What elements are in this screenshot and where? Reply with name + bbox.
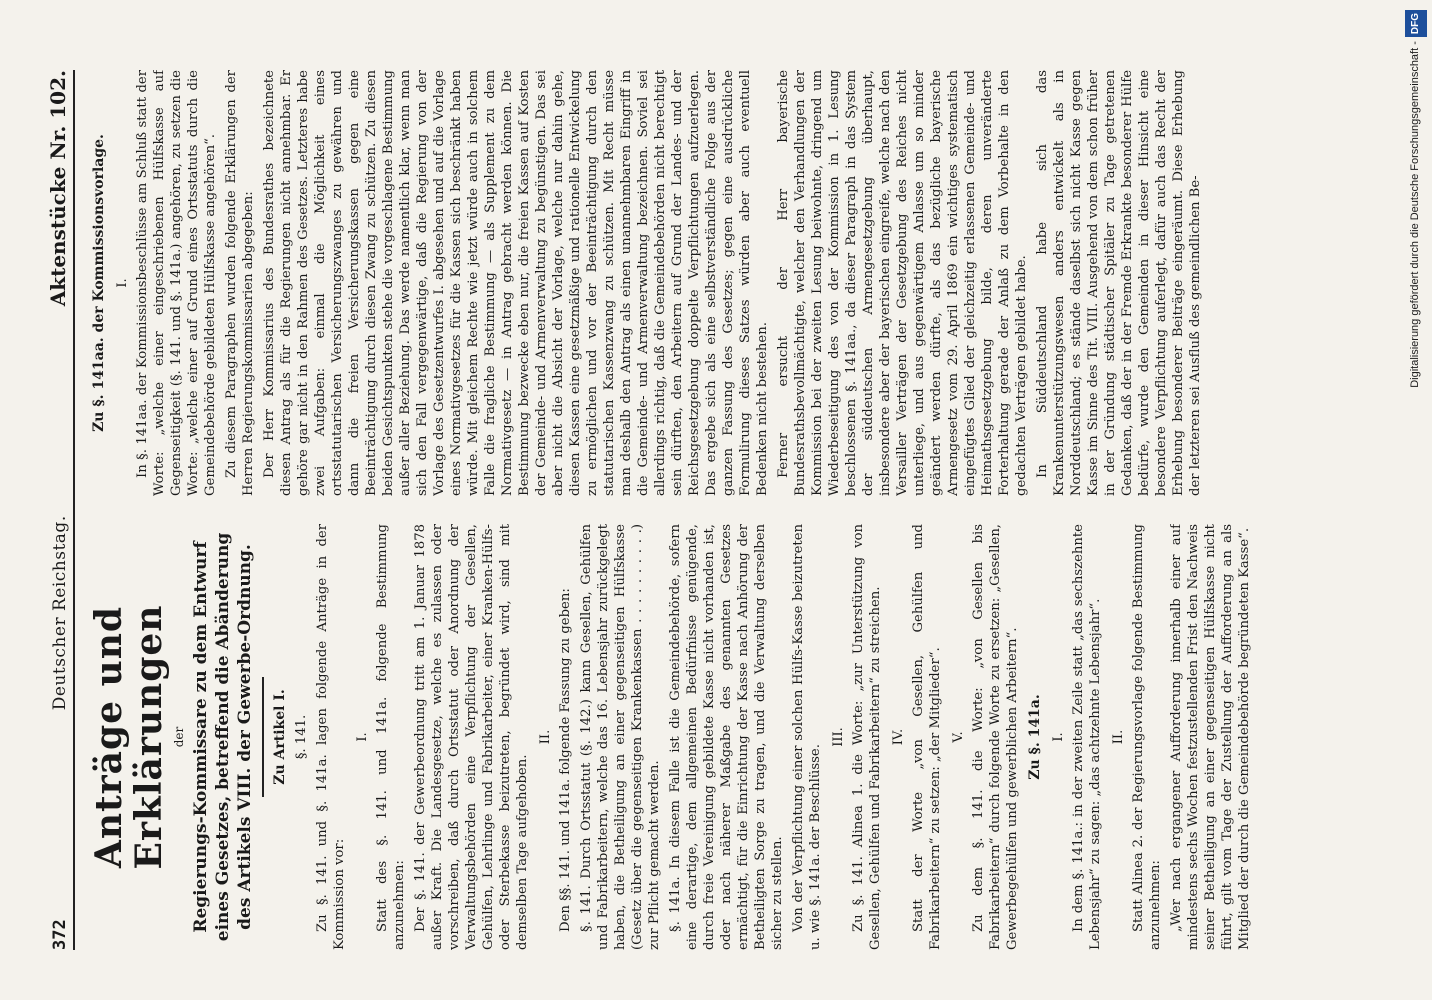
roman-numeral: III.: [831, 727, 846, 747]
page-title: Anträge und Erklärungen: [88, 604, 170, 870]
title-der: der: [172, 726, 186, 748]
text-paragraph: Statt des §. 141. und 141a. folgende Bestimmung anzunehmen:: [375, 524, 407, 950]
text-paragraph: Den §§. 141. und 141a. folgende Fassung zu geben:: [558, 588, 573, 932]
roman-numeral: IV.: [891, 728, 906, 746]
page-number: 372: [50, 919, 70, 950]
page-subtitle: Regierungs-Kommissare zu dem Entwurf eines Gesetzes, betreffend die Abänderung des Artikels VIII. der Gewerbe-Ordnung.: [191, 532, 255, 942]
text-paragraph: In §. 141aa. der Kommissionsbeschlüsse am Schluß statt der Worte: „welche einer eingeschriebenen Hülfskasse auf Gegenseitigkeit (§. 141. und §. 141a.) angehören, zu setzen die Worte: „welche einer auf Grund eines Ortsstatuts durch die Gemeindebehörde gebildeten Hülfskasse angehören“.: [135, 70, 218, 496]
document-number: [46, 70, 70, 307]
text-paragraph: Ferner ersucht der Herr bayerische Bundesrathsbevollmächtigte, welcher den Verhandlungen der Kommission bei der zweiten Lesung beiwohnte, dringend um Wiederbeseitigung des von der Kommission in 1. Lesung beschlossenen §. 141aa., da dieser Paragraph in das System der süddeutschen Armengesetzgebung überhaupt, insbesondere aber der bayerischen eingreife, welche nach den Versailler Verträgen der Gesetzgebung des Reiches nicht unterliege, und aus gegenwärtigem Anlasse um so minder geändert werden dürfte, als das bezügliche bayerische Armengesetz vom 29. April 1869 ein wichtiges systematisch eingefügtes Glied der gleichzeitig erlassenen Gemeinde- und Heimathsgesetzgebung bilde, deren unveränderte Forterhaltung gerade der Anlaß zu dem Vorbehalte in den gedachten Verträgen gebildet habe.: [776, 70, 1029, 496]
text-paragraph: Statt Alinea 2. der Regierungsvorlage folgende Bestimmung anzunehmen:: [1131, 524, 1163, 950]
text-paragraph: „Wer nach ergangener Aufforderung innerhalb einer auf mindestens sechs Wochen festzustellenden Frist den Nachweis seiner Betheiligung an einer gegenseitigen Hülfskasse nicht führt, gilt vom Tage der Zustellung der Aufforderung an als Mitglied der durch die Gemeindebehörde begründeten Kasse“.: [1169, 524, 1252, 950]
text-paragraph: Statt der Worte „von Gesellen, Gehülfen und Fabrikarbeitern“ zu setzen: „der Mitglieder“.: [911, 524, 943, 950]
text-paragraph: Zu dem §. 141. die Worte: „von Gesellen bis Fabrikarbeitern“ durch folgende Worte zu ersetzen: „Gesellen, Gewerbegehülfen und gewerblichen Arbeitern“.: [971, 524, 1020, 950]
roman-numeral: I.: [355, 732, 370, 742]
section-heading: Zu Artikel I.: [272, 689, 288, 785]
roman-numeral: I.: [115, 278, 130, 288]
text-paragraph: In Süddeutschland habe sich das Krankenunterstützungswesen anders entwickelt als in Norddeutschland; es stände daselbst sich nicht Kasse gegen Kasse im Sinne des Tit. VIII. Ausgehend von dem schon früher in der Gründung städtischer Spitäler zu Tage getretenen Gedanken, daß der in der Fremde Erkrankte besonderer Hülfe bedürfe, wurde den Gemeinden in dieser Hinsicht eine besondere Verpflichtung auferlegt, dafür auch das Recht der Erhebung besonderer Beiträge eingeräumt. Diese Erhebung der letzteren sei Ausfluß des gemeindlichen Be-: [1035, 70, 1203, 496]
text-paragraph: Zu §. 141. und §. 141a. lagen folgende Anträge in der Kommission vor:: [315, 524, 347, 950]
text-paragraph: In dem §. 141a.: in der zweiten Zeile statt „das sechszehnte Lebensjahr“ zu sagen: „das achtzehnte Lebensjahr“.: [1071, 524, 1103, 950]
stamp-text: Digitalisierung gefördert durch die Deutsche Forschungsgemeinschaft -: [1409, 41, 1421, 388]
aktenstueck-label: Aktenstücke Nr. 102.: [46, 70, 70, 307]
text-paragraph: Der Herr Kommissarius des Bundesrathes bezeichnete diesen Antrag als für die Regierungen nicht annehmbar. Er gehöre gar nicht in den Rahmen des Gesetzes. Letzteres habe zwei Aufgaben: einmal die Möglichkeit eines ortsstatutarischen Versicherungszwanges zu gewähren und dann die freien Versicherungskassen gegen eine Beeinträchtigung durch diesen Zwang zu schützen. Zu diesen beiden Gesichtspunkten stehe die vorgeschlagene Bestimmung außer aller Beziehung. Das werde namentlich klar, wenn man sich den Fall vergegenwärtige, daß die Regierung von der Vorlage des Gesetzentwurfes I. abgesehen und auf die Vorlage eines Normativgesetzes für die Kassen sich beschränkt haben würde. Mit gleichem Rechte wie jetzt würde auch in solchem Falle die fragliche Bestimmung — als Supplement zu dem Normativgesetz — in Antrag gebracht werden können. Die Bestimmung bezwecke eben nur, die freien Kassen auf Kosten der Gemeinde- und Armenverwaltung zu begünstigen. Das sei aber nicht die Absicht der Vorlage, welche nur dahin gehe, diesen Kassen eine gesetzmäßige und rationelle Entwickelung zu ermöglichen und vor der Beeinträchtigung durch den statutarischen Kassenzwang zu schützen. Mit Recht müsse man deshalb den Antrag als einen unannehmbaren Eingriff in die Gemeinde- und Armenverwaltung bezeichnen. Soviel sei allerdings richtig, daß die Gemeindebehörden nicht berechtigt sein dürften, den Arbeitern auf Grund der Landes- und der Reichsgesetzgebung doppelte Verpflichtungen aufzuerlegen. Das ergebe sich als eine selbstverständliche Folge aus der ganzen Fassung des Gesetzes; gegen eine ausdrückliche Formulirung dieses Satzes würden aber auch eventuell Bedenken nicht bestehen.: [262, 70, 770, 496]
section-heading: Zu §. 141a.: [1027, 694, 1043, 780]
paragraph-heading: §. 141.: [294, 714, 309, 760]
running-title: Deutscher Reichstag.: [50, 515, 70, 711]
text-paragraph: Zu diesem Paragraphen wurden folgende Erklärungen der Herren Regierungskommissarien abgegeben:: [224, 70, 256, 496]
dfg-logo: DFG: [1405, 10, 1427, 37]
section-heading: Zu §. 141aa. der Kommissionsvorlage.: [91, 134, 107, 432]
text-paragraph: §. 141. Durch Ortsstatut (§. 142.) kann Gesellen, Gehülfen und Fabrikarbeitern, welche das 16. Lebensjahr zurückgelegt haben, die Betheiligung an einer gegenseitigen Hülfskasse (Gesetz über die gegenseitigen Krankenkassen . . . . . . . . . .) zur Pflicht gemacht werden.: [579, 524, 662, 950]
text-paragraph: Von der Verpflichtung einer solchen Hülfs-Kasse beizutreten u. wie §. 141a. der Beschlüsse.: [791, 524, 823, 950]
roman-numeral: V.: [951, 731, 966, 743]
left-column: [85, 524, 1355, 950]
digitization-stamp: [1404, 0, 1426, 1000]
roman-numeral: II.: [538, 729, 553, 745]
text-paragraph: Zu §. 141. Alinea 1. die Worte: „zur Unterstützung von Gesellen, Gehülfen und Fabrikarbeitern“ zu streichen.: [851, 524, 883, 950]
roman-numeral: II.: [1111, 729, 1126, 745]
text-paragraph: Der §. 141. der Gewerbeordnung tritt am 1. Januar 1878 außer Kraft. Die Landesgesetze, welche es zulassen oder vorschreiben, daß durch Ortsstatut oder Anordnung der Verwaltungsbehörden eine Verpflichtung der Gesellen, Gehülfen, Lehrlinge und Fabrikarbeiter, einer Kranken-Hülfs- oder Sterbekasse beizutreten, begründet wird, sind mit demselben Tage aufgehoben.: [413, 524, 530, 950]
divider: [262, 677, 264, 797]
page-header: [46, 70, 75, 950]
roman-numeral: I.: [1051, 732, 1066, 742]
text-paragraph: §. 141a. In diesem Falle ist die Gemeindebehörde, sofern eine derartige, dem allgemeinen Bedürfnisse genügende, durch freie Vereinigung gebildete Kasse nicht vorhanden ist, oder nach näherer Maßgabe des genannten Gesetzes ermächtigt, für die Einrichtung der Kasse nach Anhörung der Betheiligten Sorge zu tragen, und die Verwaltung derselben sicher zu stellen.: [668, 524, 785, 950]
right-column: [85, 70, 1355, 496]
